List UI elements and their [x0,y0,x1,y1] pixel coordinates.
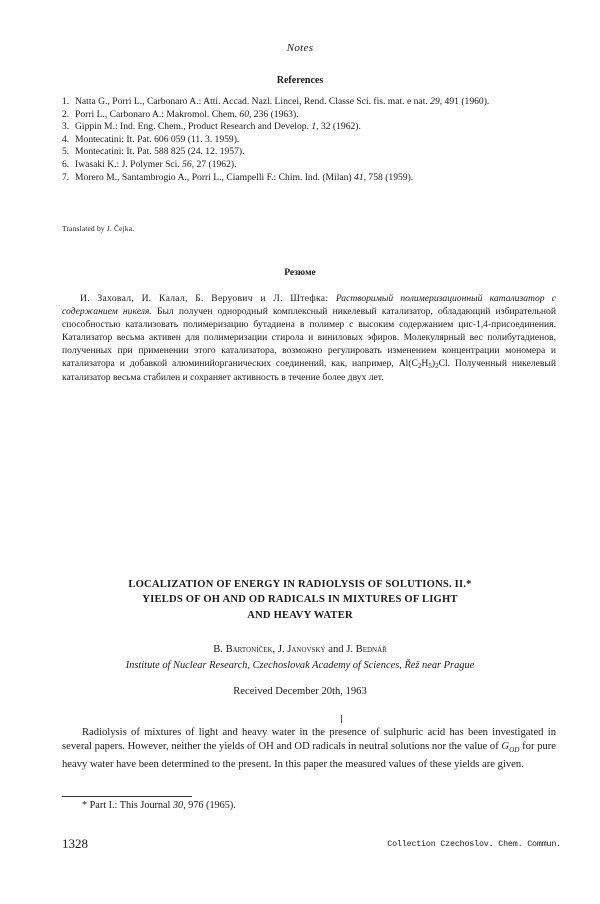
reference-number: 6. [62,158,70,170]
journal-name: Collection Czechoslov. Chem. Commun. [387,839,561,849]
author-initial: and J. [325,644,356,655]
g-symbol: $G_{OD}$ [501,741,520,755]
references-heading: References [276,75,324,86]
reference-volume: 41 [354,171,364,183]
reference-text: , 27 (1962). [191,158,237,170]
article-title-line: YIELDS OF OH AND OD RADICALS IN MIXTURES OF LIGHT [142,594,458,606]
footnote-text: , 976 (1965). [183,800,236,811]
article-institute: Institute of Nuclear Research, Czechoslovak Academy of Sciences, Řež near Prague [125,660,475,671]
running-head: Notes [286,42,314,54]
reference-volume: 29 [430,96,440,107]
footnote-text: * Part I.: This Journal [82,800,173,811]
footnote-rule [62,796,192,797]
reference-text: Montecatini: It. Pat. 588 825 (24. 12. 1957). [75,146,245,158]
reference-text: Montecatini: It. Pat. 606 059 (11. 3. 1959). [75,133,240,145]
rezume-text: H [421,358,429,370]
reference-text: Iwasaki K.: J. Polymer Sci. [75,158,183,170]
reference-item [62,109,542,122]
g-subscript: OD [509,746,520,755]
rezume-text: Cl. Полученный никелевый катализатор весьма стабилен и сохраняет активность в течение более двух лет. [62,358,556,383]
page-number: 1328 [62,836,88,851]
rezume-heading: Резюме [284,268,316,278]
author-initial: B. [213,644,226,655]
reference-item [62,134,542,147]
reference-number: 2. [62,108,70,120]
reference-number: 4. [62,133,70,145]
article-title-line: AND HEAVY WATER [247,609,353,621]
rezume-text: ) [431,358,436,370]
reference-list [62,96,542,184]
reference-text: Gippin M.: Ind. Eng. Chem., Product Research and Develop. [75,121,312,133]
article-title [0,577,600,623]
formula-subscript: 5 [428,362,432,371]
translator-credit: Translated by J. Čejka. [62,224,135,233]
reference-item [62,159,542,172]
reference-text: , 491 (1960). [439,96,490,107]
footnote-volume: 30 [172,800,184,811]
reference-text: , 236 (1963). [249,108,299,120]
rezume-title: Растворимый полимеризационный катализатор с содержанием никеля. [62,293,557,318]
reference-volume: 1 [311,121,317,133]
reference-item [62,96,542,109]
formula-subscript: 2 [435,362,439,371]
reference-volume: 56 [182,158,192,170]
rezume-authors: И. Заховал, И. Калал, Б. Веруович и Л. Штефка: [80,293,336,304]
intro-text: Radiolysis of mixtures of light and heavy water in the presence of sulphuric acid has been investigated in several papers. However, neither the yields of OH and OD radicals in neutral solutions nor the value of [62,727,556,753]
reference-volume: 60 [239,108,249,120]
footnote [82,800,236,811]
reference-number: 3. [62,121,70,133]
received-date: Received December 20th, 1963 [233,686,367,697]
reference-item [62,146,542,159]
author-initial: , J. [272,644,288,655]
author-name: Janovský [287,644,326,655]
reference-item [62,121,542,134]
scan-mark [341,715,342,723]
article-intro [62,726,556,772]
author-name: Bednář [355,644,387,655]
reference-text: Porri L., Carbonaro A.: Makromol. Chem. [75,108,240,120]
article-authors [0,644,600,655]
reference-item [62,172,542,185]
reference-text: Natta G., Porri L., Carbonaro A.: Atti. Accad. Nazl. Lincei, Rend. Classe Sci. fis. mat. e nat. [75,96,431,107]
rezume-text: Был получен однородный комплексный никелевый катализатор, обладающий избирательной способностью катализовать полимеризацию бутадиена в полимер с высоким содержанием цис-1,4-присоединения. Катализатор весьма активен для полимеризации стирола и виниловых эфиров. Молекулярный вес полибутадиенов, полученных при применении этого катализатора, возможно регулировать изменением концентрации мономера и катализатора и добавкой алюминийорганических соединений, как, например, Al(C [62,306,556,370]
reference-text: , 32 (1962). [316,121,361,133]
reference-number: 1. [62,96,70,107]
reference-text: , 758 (1959). [363,171,414,183]
formula-subscript: 2 [417,362,422,371]
reference-number: 7. [62,171,70,183]
reference-number: 5. [62,146,70,158]
article-title-line: LOCALIZATION OF ENERGY IN RADIOLYSIS OF SOLUTIONS. II.* [128,579,472,590]
rezume-abstract [62,292,556,384]
author-name: Bartoníček [225,644,273,655]
intro-text: for pure heavy water have been determined to the present. In this paper the measured values of these yields are given. [62,741,556,770]
reference-text: Morero M., Santambrogio A., Porri L., Ciampelli F.: Chim. Ind. (Milan) [75,171,355,183]
